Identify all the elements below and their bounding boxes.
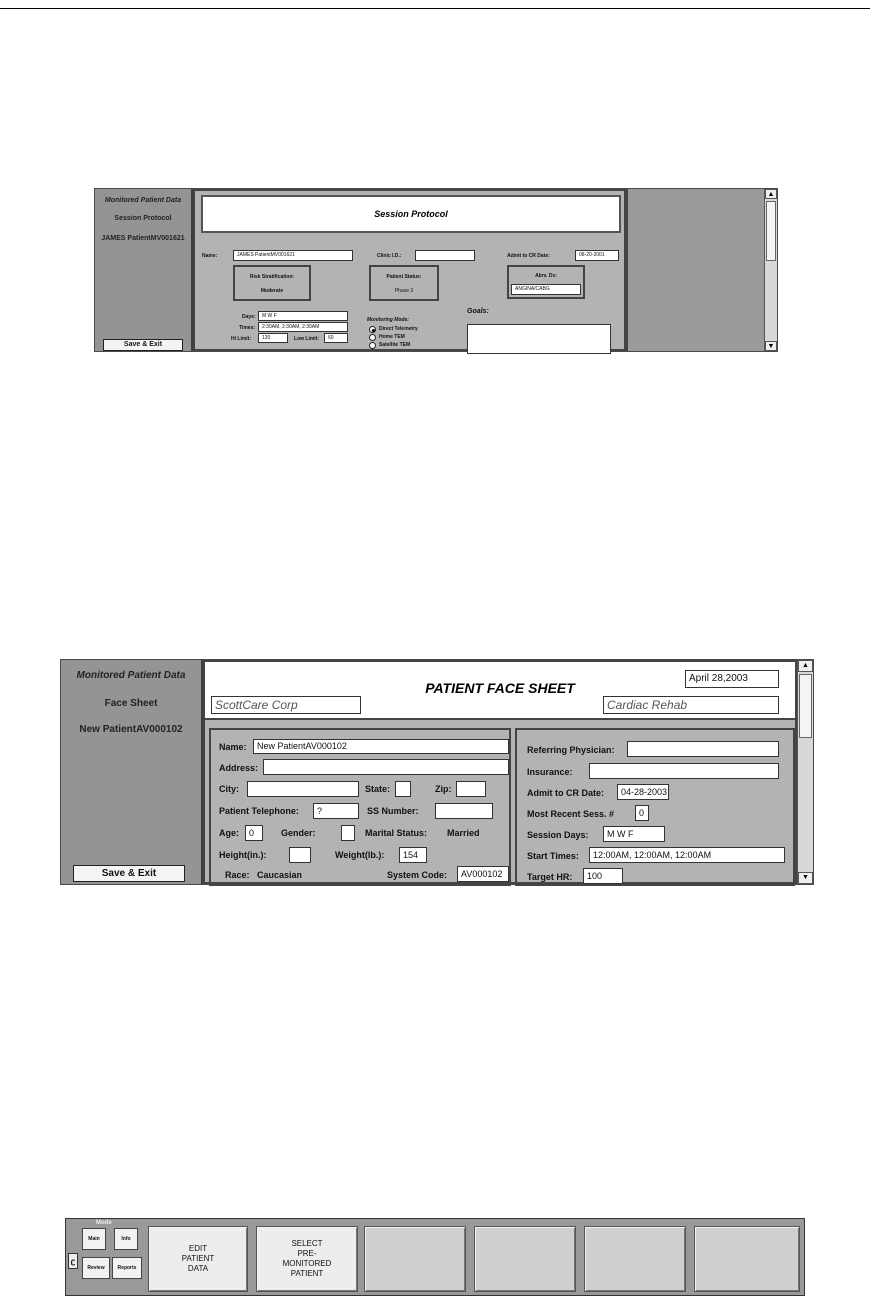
patient-status-value: Phase 3 bbox=[394, 288, 414, 294]
start-times-field[interactable]: 12:00AM, 12:00AM, 12:00AM bbox=[589, 847, 785, 863]
state-label: State: bbox=[365, 784, 391, 794]
city-field[interactable] bbox=[247, 781, 359, 797]
sidebar-patient-id: JAMES PatientMV001621 bbox=[101, 235, 185, 242]
target-hr-label: Target HR: bbox=[527, 872, 573, 882]
abrv-dx-box bbox=[507, 265, 585, 299]
marital-status-label: Marital Status: bbox=[365, 828, 428, 838]
scroll-down-arrow-icon[interactable]: ▼ bbox=[798, 872, 813, 884]
zip-field[interactable] bbox=[456, 781, 486, 797]
session-scrollbar[interactable] bbox=[764, 189, 777, 351]
session-main-panel bbox=[193, 189, 626, 351]
save-exit-button[interactable]: Save & Exit bbox=[103, 339, 183, 351]
clinic-id-field[interactable] bbox=[415, 250, 475, 261]
state-field[interactable] bbox=[395, 781, 411, 797]
insurance-label: Insurance: bbox=[527, 767, 573, 777]
session-title: Session Protocol bbox=[201, 195, 621, 233]
hi-limit-label: Hi Limit: bbox=[231, 336, 251, 342]
times-field[interactable]: 2:30AM, 2:30AM, 2:30AM bbox=[258, 322, 348, 332]
goals-label: Goals: bbox=[467, 308, 489, 315]
ss-number-field[interactable] bbox=[435, 803, 493, 819]
race-value: Caucasian bbox=[257, 870, 303, 880]
mode-option-direct-telemetry: Direct Telemetry bbox=[379, 326, 418, 332]
gender-field[interactable] bbox=[341, 825, 355, 841]
admit-date-label: Admit to CR Date: bbox=[507, 253, 550, 259]
face-sheet-title: PATIENT FACE SHEET bbox=[425, 680, 575, 696]
weight-label: Weight(lb.): bbox=[335, 850, 385, 860]
program-field[interactable]: Cardiac Rehab bbox=[603, 696, 779, 714]
name-field[interactable]: JAMES PatientMV001621 bbox=[233, 250, 353, 261]
recent-session-label: Most Recent Sess. # bbox=[527, 809, 615, 819]
session-right-panel bbox=[626, 189, 764, 351]
scroll-down-arrow-icon[interactable]: ▼ bbox=[765, 341, 777, 351]
empty-toolbar-button-2[interactable] bbox=[474, 1226, 576, 1292]
company-field[interactable]: ScottCare Corp bbox=[211, 696, 361, 714]
abrv-dx-label: Abrv. Dx: bbox=[535, 273, 557, 279]
face-sheet-window bbox=[60, 659, 814, 885]
risk-stratification-box bbox=[233, 265, 311, 301]
radio-home-tem[interactable] bbox=[369, 334, 376, 341]
race-label: Race: bbox=[225, 870, 250, 880]
scroll-thumb[interactable] bbox=[766, 201, 776, 261]
sidebar-patient-id: New PatientAV000102 bbox=[79, 724, 183, 735]
session-sidebar bbox=[95, 189, 193, 351]
target-hr-field[interactable]: 100 bbox=[583, 868, 623, 884]
face-main-panel bbox=[203, 660, 797, 884]
recent-session-field[interactable]: 0 bbox=[635, 805, 649, 821]
marital-status-value: Married bbox=[447, 828, 480, 838]
radio-satellite-tem[interactable] bbox=[369, 342, 376, 349]
city-label: City: bbox=[219, 784, 239, 794]
clinic-id-label: Clinic I.D.: bbox=[377, 253, 402, 259]
reports-mode-button[interactable]: Reports bbox=[112, 1257, 142, 1279]
face-sidebar bbox=[61, 660, 203, 884]
radio-direct-telemetry[interactable] bbox=[369, 326, 376, 333]
scroll-up-arrow-icon[interactable]: ▲ bbox=[765, 189, 777, 199]
face-scrollbar[interactable] bbox=[797, 660, 813, 884]
low-limit-label: Low Limit: bbox=[294, 336, 319, 342]
risk-value: Moderate bbox=[260, 288, 284, 294]
patient-info-section bbox=[209, 728, 511, 886]
empty-toolbar-button-3[interactable] bbox=[584, 1226, 686, 1292]
admit-date-label: Admit to CR Date: bbox=[527, 788, 604, 798]
patient-status-label: Patient Status: bbox=[386, 274, 422, 280]
age-field[interactable]: 0 bbox=[245, 825, 263, 841]
page-top-rule bbox=[0, 8, 870, 9]
abrv-dx-field[interactable]: ANGINA/CABG bbox=[511, 284, 581, 295]
mode-option-home-tem: Home TEM bbox=[379, 334, 405, 340]
session-days-field[interactable]: M W F bbox=[603, 826, 665, 842]
edit-patient-data-button[interactable]: EDIT PATIENT DATA bbox=[148, 1226, 248, 1292]
risk-label: Risk Stratification: bbox=[249, 274, 295, 280]
telephone-label: Patient Telephone: bbox=[219, 806, 299, 816]
age-label: Age: bbox=[219, 828, 239, 838]
referring-physician-field[interactable] bbox=[627, 741, 779, 757]
scroll-up-arrow-icon[interactable]: ▲ bbox=[798, 660, 813, 672]
admit-date-field[interactable]: 04-28-2003 bbox=[617, 784, 669, 800]
empty-toolbar-button-4[interactable] bbox=[694, 1226, 800, 1292]
referring-physician-label: Referring Physician: bbox=[527, 745, 615, 755]
sidebar-section-title: Session Protocol bbox=[114, 215, 172, 222]
name-label: Name: bbox=[219, 742, 247, 752]
hi-limit-field[interactable]: 120 bbox=[258, 333, 288, 343]
select-pre-monitored-patient-button[interactable]: SELECT PRE- MONITORED PATIENT bbox=[256, 1226, 358, 1292]
name-label: Name: bbox=[202, 253, 218, 259]
save-exit-button[interactable]: Save & Exit bbox=[73, 865, 185, 882]
admit-date-field[interactable]: 08-20-2001 bbox=[575, 250, 619, 261]
address-field[interactable] bbox=[263, 759, 509, 775]
patient-status-box bbox=[369, 265, 439, 301]
mode-toggle-icon[interactable]: ʗ bbox=[68, 1253, 78, 1269]
system-code-label: System Code: bbox=[387, 870, 448, 880]
insurance-field[interactable] bbox=[589, 763, 779, 779]
bottom-toolbar bbox=[65, 1218, 805, 1296]
mode-label: Mode bbox=[96, 1220, 112, 1226]
days-field[interactable]: M W F bbox=[258, 311, 348, 321]
mode-option-satellite-tem: Satellite TEM bbox=[379, 342, 411, 348]
main-mode-button[interactable]: Main bbox=[82, 1228, 106, 1250]
telephone-field[interactable]: ? bbox=[313, 803, 359, 819]
low-limit-field[interactable]: 60 bbox=[324, 333, 348, 343]
info-mode-button[interactable]: Info bbox=[114, 1228, 138, 1250]
sidebar-app-title: Monitored Patient Data bbox=[104, 197, 182, 204]
program-info-section bbox=[515, 728, 795, 886]
monitoring-mode-label: Monitoring Mode: bbox=[367, 317, 409, 323]
ss-number-label: SS Number: bbox=[367, 806, 419, 816]
height-field[interactable] bbox=[289, 847, 311, 863]
height-label: Height(in.): bbox=[219, 850, 267, 860]
address-label: Address: bbox=[219, 763, 259, 773]
zip-label: Zip: bbox=[435, 784, 452, 794]
sidebar-app-title: Monitored Patient Data bbox=[76, 670, 186, 681]
empty-toolbar-button-1[interactable] bbox=[364, 1226, 466, 1292]
name-field[interactable]: New PatientAV000102 bbox=[253, 739, 509, 754]
days-label: Days: bbox=[242, 314, 256, 320]
weight-field[interactable]: 154 bbox=[399, 847, 427, 863]
session-protocol-window bbox=[94, 188, 778, 352]
system-code-field[interactable]: AV000102 bbox=[457, 866, 509, 882]
sidebar-section-title: Face Sheet bbox=[104, 698, 158, 709]
times-label: Times: bbox=[239, 325, 256, 331]
review-mode-button[interactable]: Review bbox=[82, 1257, 110, 1279]
scroll-thumb[interactable] bbox=[799, 674, 812, 738]
goals-textarea[interactable] bbox=[467, 324, 611, 354]
session-days-label: Session Days: bbox=[527, 830, 589, 840]
face-header bbox=[205, 662, 795, 720]
date-field[interactable]: April 28,2003 bbox=[685, 670, 779, 688]
start-times-label: Start Times: bbox=[527, 851, 579, 861]
gender-label: Gender: bbox=[281, 828, 316, 838]
